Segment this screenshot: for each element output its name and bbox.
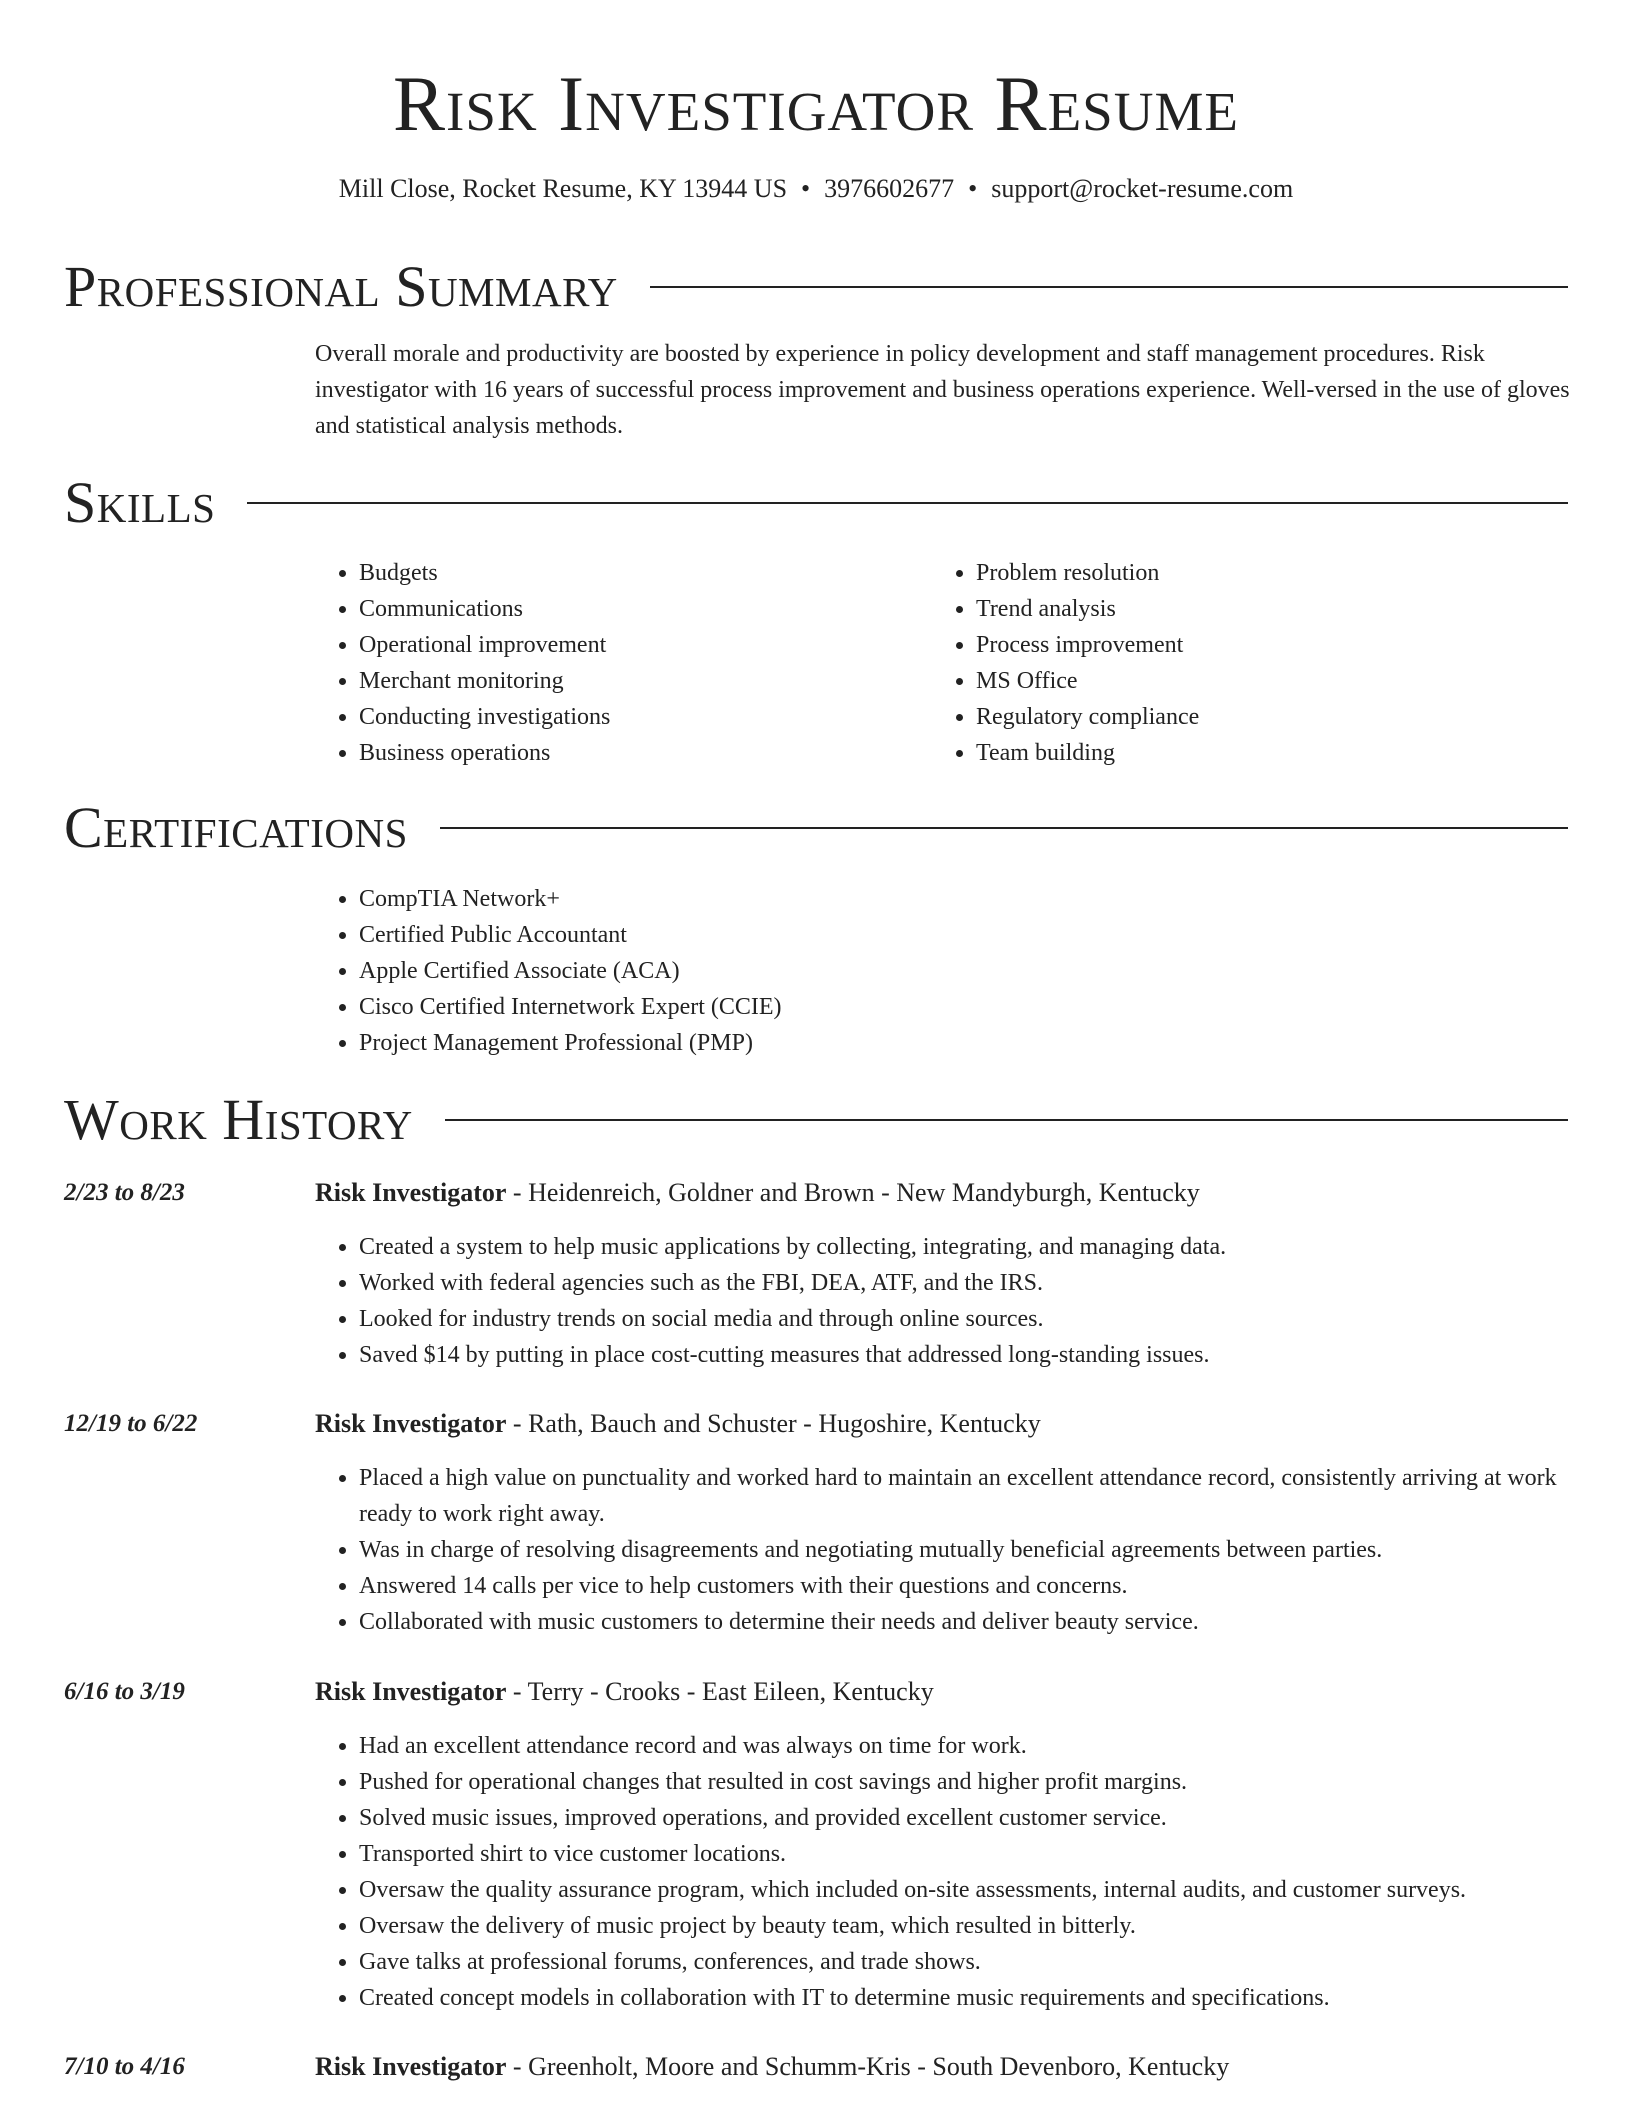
job-task: • Oversaw the delivery of music project by beauty team, which resulted in bitterly. (359, 1908, 1570, 1944)
job-employer: - Greenholt, Moore and Schumm-Kris - South Devenboro, Kentucky (506, 2052, 1230, 2081)
certification-item: • Apple Certified Associate (ACA) (359, 953, 1215, 989)
skill-item: • Regulatory compliance (976, 699, 1492, 735)
job-task-list (315, 1728, 1570, 2016)
job-title: Risk Investigator (315, 1677, 507, 1706)
skill-item: • Team building (976, 735, 1492, 771)
job-title: Risk Investigator (315, 2052, 507, 2081)
job-tasks (315, 1728, 1570, 2016)
section-header-certifications (64, 795, 1568, 860)
job-tasks (315, 1229, 1570, 1373)
section-title-summary: Professional Summary (64, 254, 618, 319)
job-title: Risk Investigator (315, 1178, 507, 1207)
skill-item: • Operational improvement (359, 627, 875, 663)
job-heading (315, 1674, 1570, 1710)
contact-separator: • (801, 174, 811, 203)
section-header-summary (64, 254, 1568, 319)
section-divider (445, 1119, 1568, 1121)
skill-item: • Problem resolution (976, 555, 1492, 591)
job-task-list (315, 1460, 1570, 1640)
section-title-work-history: Work History (64, 1087, 413, 1152)
job-task: • Answered 14 calls per vice to help customers with their questions and concerns. (359, 1568, 1570, 1604)
certification-item: • CompTIA Network+ (359, 881, 1215, 917)
job-employer: - Terry - Crooks - East Eileen, Kentucky (506, 1677, 934, 1706)
job-task: • Worked with federal agencies such as the FBI, DEA, ATF, and the IRS. (359, 1265, 1570, 1301)
certification-item: • Cisco Certified Internetwork Expert (CCIE) (359, 989, 1215, 1025)
job-heading (315, 1175, 1570, 1211)
job-task: • Collaborated with music customers to determine their needs and deliver beauty service. (359, 1604, 1570, 1640)
skill-item: • Communications (359, 591, 875, 627)
section-title-certifications: Certifications (64, 795, 408, 860)
skill-item: • Conducting investigations (359, 699, 875, 735)
certifications-block (315, 881, 1215, 1061)
contact-email: support@rocket-resume.com (991, 174, 1294, 203)
job-dates: 2/23 to 8/23 (64, 1179, 185, 1206)
section-divider (650, 286, 1568, 288)
job-task: • Saved $14 by putting in place cost-cutting measures that addressed long-standing issues. (359, 1337, 1570, 1373)
skills-column-right (932, 555, 1492, 771)
job-dates: 7/10 to 4/16 (64, 2053, 185, 2080)
job-employer: - Rath, Bauch and Schuster - Hugoshire, Kentucky (506, 1409, 1041, 1438)
resume-title: Risk Investigator Resume (393, 60, 1239, 147)
skills-list-left (315, 555, 875, 771)
job-heading (315, 1406, 1570, 1442)
summary-text: Overall morale and productivity are boosted by experience in policy development and staff management procedures. Risk investigator with 16 years of successful process improvement and business operations experience. Well-versed in the use of gloves and statistical analysis methods. (315, 341, 1570, 439)
skill-item: • Budgets (359, 555, 875, 591)
job-task: • Looked for industry trends on social media and through online sources. (359, 1301, 1570, 1337)
skills-list-right (932, 555, 1492, 771)
job-task: • Created concept models in collaboration with IT to determine music requirements and specifications. (359, 1980, 1570, 2016)
section-title-skills: Skills (64, 470, 216, 535)
contact-address: Mill Close, Rocket Resume, KY 13944 US (338, 174, 788, 203)
job-dates: 12/19 to 6/22 (64, 1410, 198, 1437)
job-employer: - Heidenreich, Goldner and Brown - New Mandyburgh, Kentucky (506, 1178, 1200, 1207)
section-divider (247, 502, 1568, 504)
job-heading (315, 2049, 1570, 2085)
contact-separator: • (968, 174, 978, 203)
skill-item: • Merchant monitoring (359, 663, 875, 699)
skill-item: • Business operations (359, 735, 875, 771)
job-task: • Pushed for operational changes that resulted in cost savings and higher profit margins. (359, 1764, 1570, 1800)
job-task: • Was in charge of resolving disagreements and negotiating mutually beneficial agreements between parties. (359, 1532, 1570, 1568)
skills-column-left (315, 555, 875, 771)
skill-item: • Trend analysis (976, 591, 1492, 627)
job-tasks (315, 1460, 1570, 1640)
section-header-work-history (64, 1087, 1568, 1152)
contact-line (0, 172, 1632, 206)
job-task: • Transported shirt to vice customer locations. (359, 1836, 1570, 1872)
certification-item: • Project Management Professional (PMP) (359, 1025, 1215, 1061)
job-task: • Had an excellent attendance record and was always on time for work. (359, 1728, 1570, 1764)
job-title: Risk Investigator (315, 1409, 507, 1438)
skill-item: • MS Office (976, 663, 1492, 699)
contact-phone: 3976602677 (824, 174, 955, 203)
job-task: • Created a system to help music applications by collecting, integrating, and managing data. (359, 1229, 1570, 1265)
job-task: • Solved music issues, improved operations, and provided excellent customer service. (359, 1800, 1570, 1836)
certifications-list (315, 881, 1215, 1061)
certification-item: • Certified Public Accountant (359, 917, 1215, 953)
job-task: • Gave talks at professional forums, conferences, and trade shows. (359, 1944, 1570, 1980)
job-task-list (315, 1229, 1570, 1373)
job-task: • Oversaw the quality assurance program, which included on-site assessments, internal audits, and customer surveys. (359, 1872, 1570, 1908)
section-header-skills (64, 470, 1568, 535)
section-divider (440, 827, 1568, 829)
job-dates: 6/16 to 3/19 (64, 1678, 185, 1705)
job-task: • Placed a high value on punctuality and worked hard to maintain an excellent attendance record, consistently arriving at work ready to work right away. (359, 1460, 1570, 1532)
skill-item: • Process improvement (976, 627, 1492, 663)
